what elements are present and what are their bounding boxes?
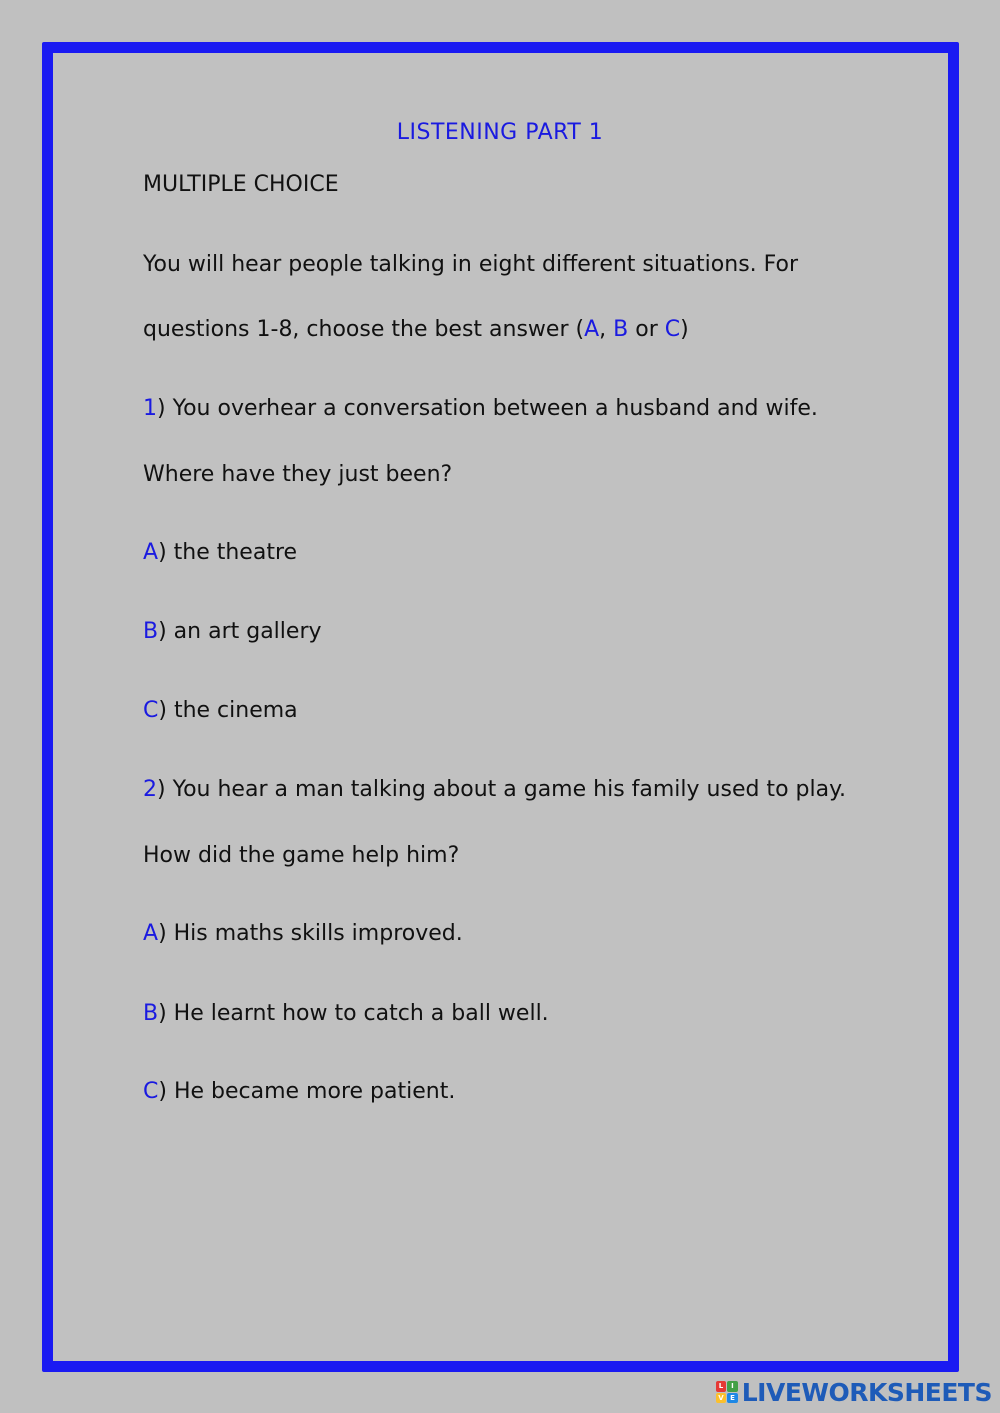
page-title: LISTENING PART 1 xyxy=(396,120,604,145)
question-2-prompt: How did the game help him? xyxy=(143,843,460,868)
question-2-option-c[interactable] xyxy=(143,1079,455,1104)
option-text: ) the theatre xyxy=(158,540,298,565)
option-text: ) the cinema xyxy=(158,698,298,723)
question-2-text: ) You hear a man talking about a game his family used to play. xyxy=(157,777,846,802)
question-1-option-c[interactable] xyxy=(143,698,298,723)
option-letter: B xyxy=(143,619,159,644)
option-text: ) an art gallery xyxy=(158,619,322,644)
question-2-intro xyxy=(143,777,846,802)
option-letter: C xyxy=(143,1079,159,1104)
instructions-separator-2: or xyxy=(628,317,665,342)
instructions-option-b: B xyxy=(613,317,629,342)
question-1-option-a[interactable] xyxy=(143,540,297,565)
option-letter: B xyxy=(143,1001,159,1026)
logo-icon-letter-i: I xyxy=(727,1381,738,1392)
option-text: ) He became more patient. xyxy=(158,1079,456,1104)
option-text: ) He learnt how to catch a ball well. xyxy=(158,1001,549,1026)
instructions-line-1: You will hear people talking in eight different situations. For xyxy=(143,252,799,277)
liveworksheets-logo xyxy=(716,1377,992,1407)
option-letter: C xyxy=(143,698,159,723)
option-letter: A xyxy=(143,921,159,946)
instructions-option-a: A xyxy=(584,317,600,342)
question-1-option-b[interactable] xyxy=(143,619,322,644)
question-2-option-b[interactable] xyxy=(143,1001,549,1026)
question-2-option-a[interactable] xyxy=(143,921,463,946)
option-letter: A xyxy=(143,540,159,565)
instructions-prefix: questions 1-8, choose the best answer ( xyxy=(143,317,585,342)
liveworksheets-logo-icon xyxy=(716,1381,738,1403)
logo-icon-letter-e: E xyxy=(727,1393,738,1404)
question-1-intro xyxy=(143,396,818,421)
logo-icon-letter-v: V xyxy=(716,1393,727,1404)
question-1-prompt: Where have they just been? xyxy=(143,462,453,487)
question-2-number: 2 xyxy=(143,777,157,802)
instructions-option-c: C xyxy=(664,317,681,342)
instructions-line-2 xyxy=(143,317,689,342)
instructions-suffix: ) xyxy=(680,317,689,342)
option-text: ) His maths skills improved. xyxy=(158,921,463,946)
logo-icon-letter-l: L xyxy=(716,1381,727,1392)
section-heading: MULTIPLE CHOICE xyxy=(143,172,339,197)
question-1-text: ) You overhear a conversation between a husband and wife. xyxy=(157,396,818,421)
question-1-number: 1 xyxy=(143,396,157,421)
instructions-separator-1: , xyxy=(599,317,614,342)
liveworksheets-logo-text: LIVEWORKSHEETS xyxy=(741,1377,992,1407)
